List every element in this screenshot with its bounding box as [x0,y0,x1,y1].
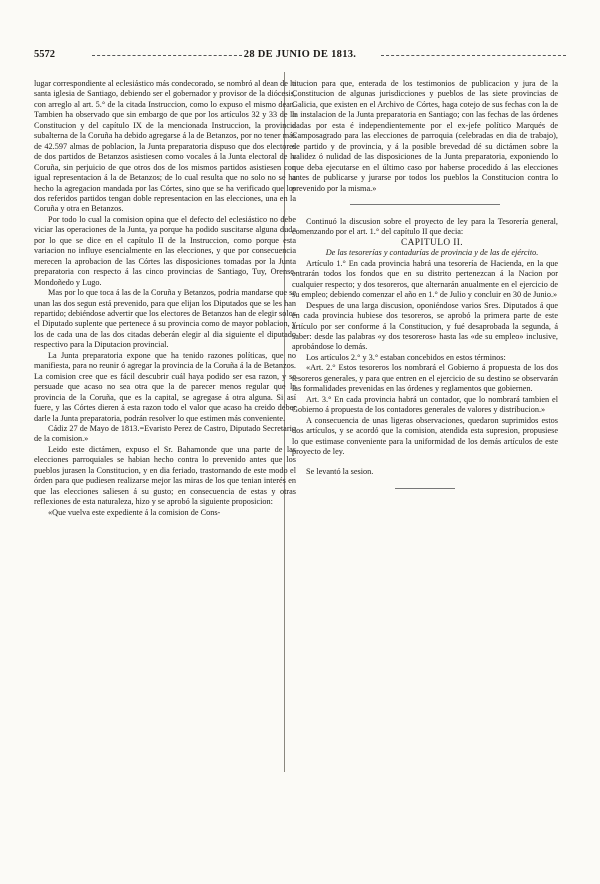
paragraph: Despues de una larga discusion, oponiéndose varios Sres. Diputados á que en cada provincia hubiese dos tesoreros, se aprobó la primera parte de este artículo por ser conforme á la Constitucion, y fué desaprobada la segunda, á saber: desde las palabras «y dos tesoreros» hasta las «de su empleo» inclusive, aprobándose lo demás. [292,300,558,352]
proposition-continuation: titucion para que, enterada de los testimonios de publicacion y jura de la Constitucion de algunas jurisdicciones y pueblos de las siete provincias de Galicia, que existen en el Archivo de Córtes, haga cotejo de sus fechas con la de la instalacion de la Junta preparatoria en Santiago; con las fechas de las órdenes dadas por esta é independientemente por el ex-jefe político Marqués de Camposagrado para las elecciones de parroquia (celebradas en dia de trabajo), de partido y de provincia, y á la posible brevedad dé su dictámen sobre la validez ó nulidad de las disposiciones de la Junta preparatoria, exponiendo lo que deba ejecutarse en el último caso por haberse procedido á las elecciones antes de publicarse y jurarse por todos los pueblos la Constitucion contra lo prevenido por la misma.» [292,79,558,193]
section-separator [350,204,500,205]
page-header [34,49,566,63]
proposition-start: «Que vuelva este expediente á la comision de Cons- [48,507,221,517]
article-3: Art. 3.° En cada provincia habrá un contador, que lo nombrará tambien el Gobierno á propuesta de los contadores generales de valores y distribucion.» [292,394,558,415]
article-2: «Art. 2.° Estos tesoreros los nombrará el Gobierno á propuesta de los dos tesoreros generales, y para que entren en el ejercicio de su destino se observarán las formalidades prevenidas en las órdenes y reglamentos que gobiernen. [292,363,558,394]
paragraph: La Junta preparatoria expone que ha tenido razones políticas, que no manifiesta, para no reunir ó agregar la provincia de la Coruña á la de Betanzos. La comision cree que es fácil descubrir cuál haya podido ser esa razon, y se persuade que acaso no sea otra que la de parecer menos regular que la provincia de la Coruña, que es la capital, se agregase á otra alguna. Si así fuere, y las Córtes dieren á esta razon todo el valor que acaso ha creido deber darle la Junta preparatoria, podrán resolver lo que estimen más conveniente. [34,350,296,423]
page-number: 5572 [34,49,55,60]
paragraph: lugar correspondiente al eclesiástico más condecorado, se nombró al dean de la santa iglesia de Santiago, debiendo ser el gobernador y provisor de la diócesis, con arreglo al art. 5.° de la citada Instruccion, como lo expuso el mismo dean. Tambien ha observado que sin embargo de que por los artículos 32 y 33 de la Constitucion y del capítulo IX de la mencionada Instruccion, la provincia subalterna de la Coruña ha debido agregarse á la de Betanzos, por no tener más de 42.597 almas de poblacion, la Junta preparatoria dispuso que dos electores de dos partidos de Betanzos asistiesen como vocales á la Junta electoral de la Coruña, sin perjuicio de que otros dos de los mismos partidos asistiesen con igual representacion á la de Betanzos; de lo cual resulta que no solo no se ha hecho la agregacion mandada por las Córtes, sino que se ha verificado que los dos referidos partidos tengan doble representacion en las elecciones, una en la Coruña y otra en Betanzos. [34,79,296,214]
closing-rule [395,488,455,489]
paragraph: Mas por lo que toca á las de la Coruña y Betanzos, podria mandarse que se unan las dos segun está prevenido, para que elijan los Diputados que se les han repartido; debiéndose advertir que los electores de Betanzos han de elegir solos el Diputado suplente que pertenece á su provincia como de mayor poblacion, y los de cada una de las dos citadas deberán elegir al dia siguiente el diputado respectivo para la Diputacion provincial. [34,288,296,350]
paragraph: Continuó la discusion sobre el proyecto de ley para la Tesorería general, comenzando por el art. 1.° del capítulo II que decia: [292,216,558,237]
page-date: 28 DE JUNIO DE 1813. [243,49,357,60]
article-1: Artículo 1.° En cada provincia habrá una tesorería de Hacienda, en la que entrarán todos los fondos que en su distrito pertenezcan á la Nacion por cualquier respecto; y dos tesoreros, que alternarán anualmente en el ejercicio de su empleo; debiendo comenzar el año en 1.° de Julio y concluir en 30 de Junio.» [292,258,558,300]
chapter-heading: CAPITULO II. [400,237,464,248]
paragraph: A consecuencia de unas ligeras observaciones, quedaron suprimidos estos dos artículos, y se acordó que la comision, atendida esta supresion, propusiese lo que estimase conveniente para la uniformidad de los demás artículos de este proyecto de ley. [292,415,558,456]
spacer [292,457,558,467]
signature: Cádiz 27 de Mayo de 1813.=Evaristo Perez de Castro, Diputado Secretario de la comision.» [34,423,296,444]
paragraph: Por todo lo cual la comision opina que el defecto del eclesiástico no debe viciar las operaciones de la Junta, ya porque ha podido suscitarse alguna duda por lo que se dice en el capítulo II de la Instruccion, como porque esta variacion no influye esencialmente en las elecciones, y que por consecuencia merecen la aprobacion de las Córtes las disposiciones tomadas por la Junta preparatoria con respecto á las cinco provincias de Santiago, Tuy, Orense, Mondoñedo y Lugo. [34,214,296,287]
right-column [292,79,558,495]
chapter-subtitle: De las tesorerías y contadurías de provincia y de las de ejército. [325,248,539,258]
paragraph: Los artículos 2.° y 3.° estaban concebidos en estos términos: [306,352,506,362]
left-column [34,79,296,518]
paragraph: Leido este dictámen, expuso el Sr. Bahamonde que una parte de las elecciones parroquiales se habian hecho contra lo prevenido antes que los pueblos jurasen la Constitucion, y en dia feriado, trastornando de este modo el órden para que pudiesen realizarse mejor las miras de los que tenian interés en que las elecciones saliesen á su gusto; en consecuencia de estas y otras reflexiones de esta naturaleza, hizo y se aprobó la siguiente proposicion: [34,444,296,507]
header-rule-right [381,55,566,56]
closing-line: Se levantó la sesion. [306,467,374,477]
